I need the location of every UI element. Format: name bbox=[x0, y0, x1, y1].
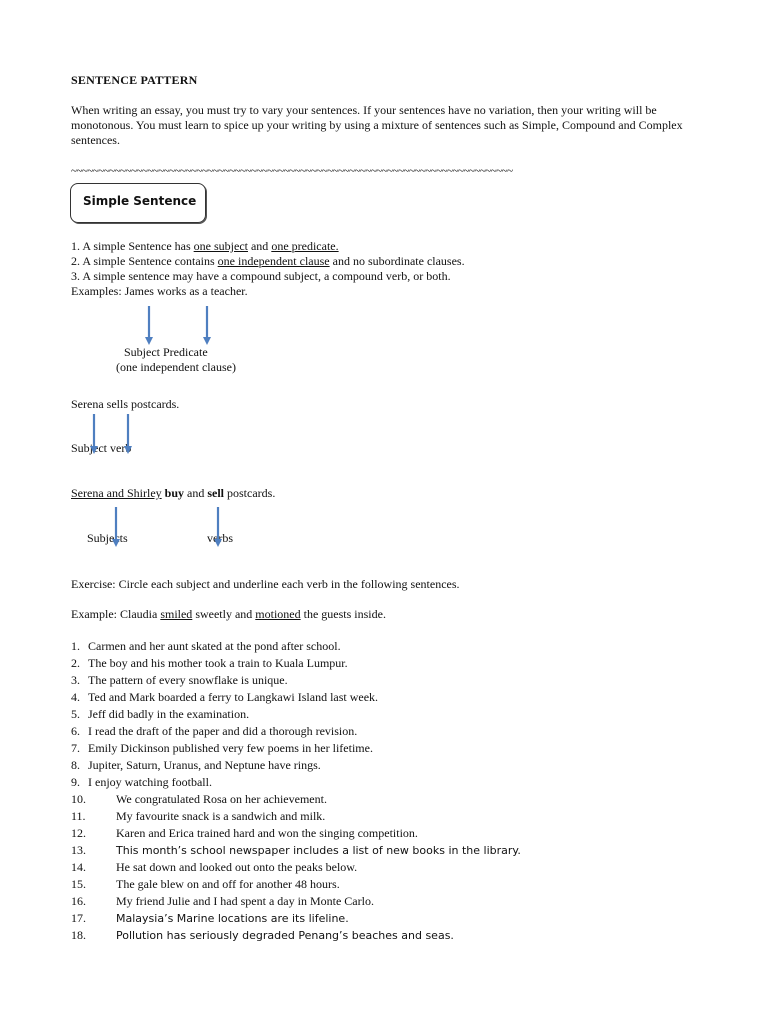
sentence-text: I enjoy watching football. bbox=[88, 775, 212, 789]
sentence-number: 10. bbox=[71, 792, 86, 806]
sentence-text: Pollution has seriously degraded Penang’s beaches and seas. bbox=[116, 929, 454, 942]
sentence-text: My favourite snack is a sandwich and milk. bbox=[116, 809, 326, 823]
sentence-number: 13. bbox=[71, 843, 86, 857]
exercise-example: Example: Claudia smiled sweetly and motioned the guests inside. bbox=[71, 607, 386, 621]
rule-1-underline-subject: one subject bbox=[193, 239, 248, 253]
sentence-number: 4. bbox=[71, 690, 80, 704]
section-heading: Simple Sentence bbox=[83, 194, 197, 208]
example3-subject: Serena and Shirley bbox=[71, 486, 162, 500]
rule-2-underline: one independent clause bbox=[217, 254, 330, 268]
rule-3: 3. A simple sentence may have a compound subject, a compound verb, or both. bbox=[71, 269, 451, 283]
example3-sentence: Serena and Shirley buy and sell postcards. bbox=[71, 486, 276, 500]
sentence-number: 11. bbox=[71, 809, 86, 823]
sentence-text: The gale blew on and off for another 48 hours. bbox=[116, 877, 340, 891]
sentence-number: 1. bbox=[71, 639, 80, 653]
page-title: SENTENCE PATTERN bbox=[71, 73, 198, 87]
exercise-instruction: Exercise: Circle each subject and underline each verb in the following sentences. bbox=[71, 577, 460, 591]
label-subjects: Subjects bbox=[87, 531, 128, 545]
label-subject: Subject bbox=[124, 345, 160, 359]
sentence-text: Emily Dickinson published very few poems in her lifetime. bbox=[88, 741, 373, 755]
example-verb-smiled: smiled bbox=[160, 607, 193, 621]
intro-paragraph: When writing an essay, you must try to vary your sentences. If your sentences have no variation, then your writing will be monotonous. You must learn to spice up your writing by using a mixture of sentences such as Simple, Compound and Complex sentences. bbox=[71, 103, 683, 147]
clause-note: (one independent clause) bbox=[116, 360, 236, 374]
sentence-number: 16. bbox=[71, 894, 86, 908]
sentence-text: The boy and his mother took a train to Kuala Lumpur. bbox=[88, 656, 348, 670]
example2-label: Subject verb bbox=[71, 441, 132, 455]
rule-1-underline-predicate: one predicate. bbox=[271, 239, 339, 253]
sentence-number: 7. bbox=[71, 741, 80, 755]
example3-verb-buy: buy bbox=[164, 486, 184, 500]
rule-1: 1. A simple Sentence has one subject and one predicate. bbox=[71, 239, 339, 253]
sentence-number: 8. bbox=[71, 758, 80, 772]
sentence-number: 2. bbox=[71, 656, 80, 670]
sentence-number: 12. bbox=[71, 826, 86, 840]
sentence-number: 5. bbox=[71, 707, 80, 721]
sentence-number: 3. bbox=[71, 673, 80, 687]
tilde-divider: ~~~~~~~~~~~~~~~~~~~~~~~~~~~~~~~~~~~~~~~~~~~~~~~~~~~~~~~~~~~~~~~~~~~~~~~~~~~~~~~~~ bbox=[71, 165, 513, 177]
sentence-text: Karen and Erica trained hard and won the singing competition. bbox=[116, 826, 418, 840]
sentence-text: I read the draft of the paper and did a thorough revision. bbox=[88, 724, 358, 738]
sentence-text: The pattern of every snowflake is unique. bbox=[88, 673, 288, 687]
sentence-number: 14. bbox=[71, 860, 86, 874]
example3-verb-sell: sell bbox=[207, 486, 224, 500]
sentence-text: My friend Julie and I had spent a day in Monte Carlo. bbox=[116, 894, 374, 908]
sentence-number: 9. bbox=[71, 775, 80, 789]
label-predicate: Predicate bbox=[163, 345, 208, 359]
sentence-number: 6. bbox=[71, 724, 80, 738]
examples-line: Examples: James works as a teacher. bbox=[71, 284, 248, 298]
sentence-text: Carmen and her aunt skated at the pond after school. bbox=[88, 639, 341, 653]
sentence-text: This month’s school newspaper includes a list of new books in the library. bbox=[116, 844, 521, 857]
example-verb-motioned: motioned bbox=[255, 607, 301, 621]
sentence-number: 15. bbox=[71, 877, 86, 891]
sentence-text: He sat down and looked out onto the peaks below. bbox=[116, 860, 358, 874]
sentence-text: Jeff did badly in the examination. bbox=[88, 707, 250, 721]
sentence-text: Ted and Mark boarded a ferry to Langkawi Island last week. bbox=[88, 690, 379, 704]
label-verbs: verbs bbox=[207, 531, 233, 545]
sentence-number: 18. bbox=[71, 928, 86, 942]
sentence-text: We congratulated Rosa on her achievement. bbox=[116, 792, 327, 806]
sentence-text: Jupiter, Saturn, Uranus, and Neptune have rings. bbox=[88, 758, 321, 772]
rule-2: 2. A simple Sentence contains one independent clause and no subordinate clauses. bbox=[71, 254, 465, 268]
sentence-text: Malaysia’s Marine locations are its lifeline. bbox=[116, 912, 349, 925]
example2-sentence: Serena sells postcards. bbox=[71, 397, 180, 411]
sentence-number: 17. bbox=[71, 911, 86, 925]
